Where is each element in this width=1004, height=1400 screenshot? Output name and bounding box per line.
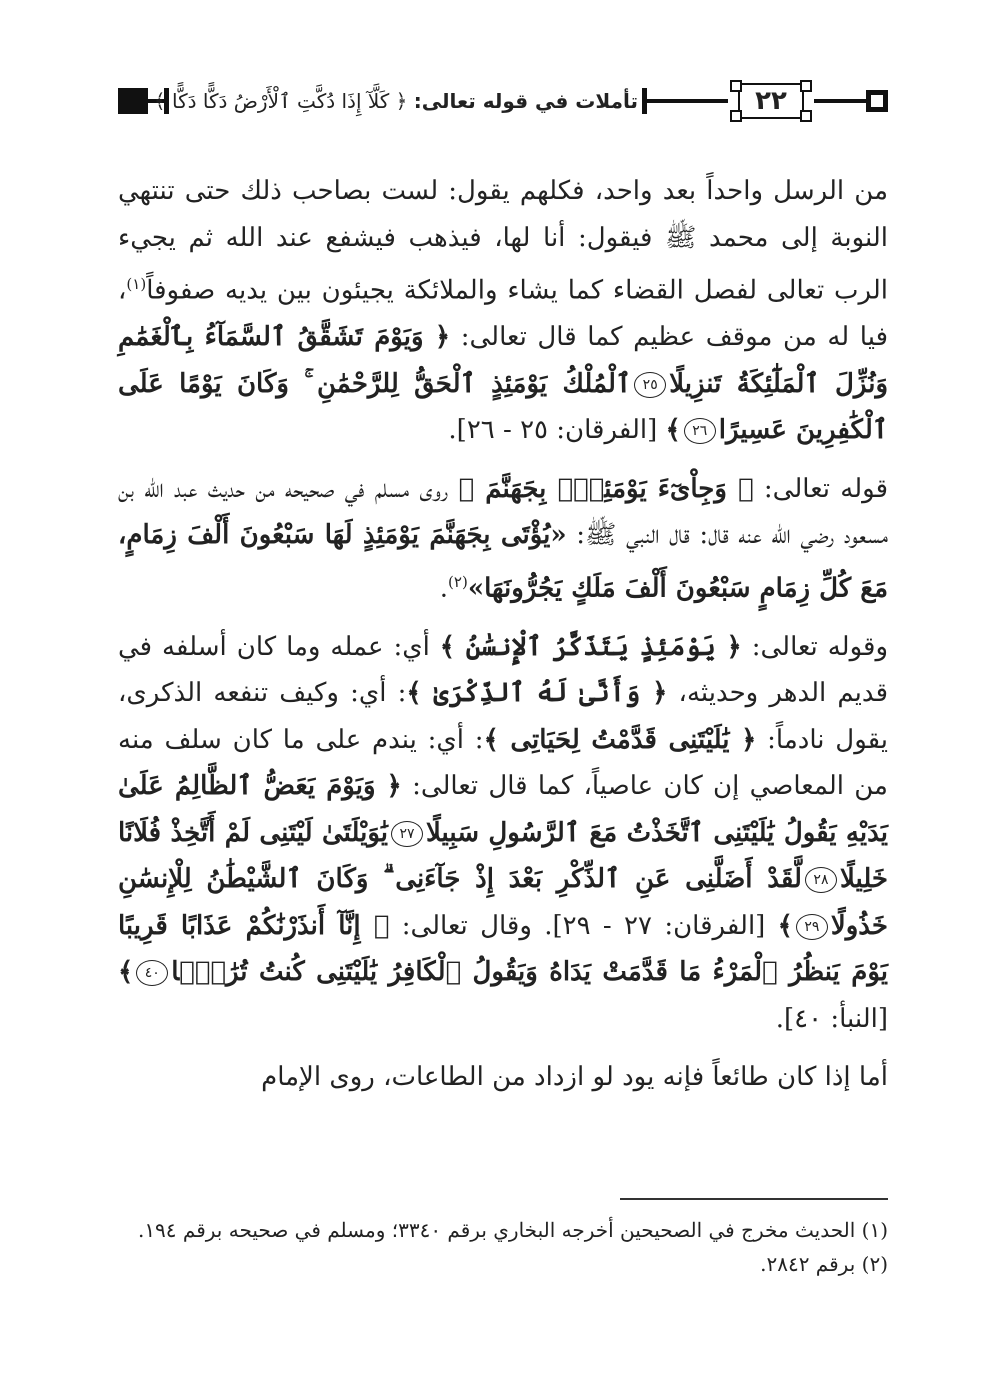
ayah-number-marker: ٢٧ (391, 821, 423, 847)
quran-verse: ﴿ وَأَنَّىٰ لَهُ ٱلذِّكْرَىٰ ﴾ (406, 678, 668, 709)
paragraph-4: أما إذا كان طائعاً فإنه يود لو ازداد من الطاعات، روى الإمام (261, 1062, 888, 1093)
main-text (118, 168, 888, 1113)
running-title (153, 83, 638, 119)
header-rule (814, 99, 870, 103)
ayah-number-marker: ٢٩ (796, 914, 828, 940)
verse-reference: [النبأ: ٤٠]. (775, 1003, 888, 1034)
footnote-1: (١) الحديث مخرج في الصحيحين أخرجه البخاري برقم ٣٣٤٠؛ ومسلم في صحيحه برقم ١٩٤. (137, 1218, 888, 1242)
paragraph-1 (118, 168, 888, 454)
text-run: من الرسل واحداً بعد واحد، فكلهم يقول: لست بصاحب ذلك حتى تنتهي النوبة إلى محمد ﷺ فيقول: أنا لها، فيذهب فيشفع عند الله ثم يجيء الرب تعالى لفصل القضاء كما يشاء والملائكة يجيئون بين يديه صفوفاً (118, 176, 889, 306)
header-rule (646, 99, 728, 103)
text-run: ، فيا له من موقف عظيم كما قال تعالى: (118, 275, 888, 353)
quran-verse: ﴿ يَٰلَيْتَنِى قَدَّمْتُ لِحَيَاتِى ﴾ (483, 724, 757, 755)
paragraph-2 (118, 466, 888, 612)
text-run: : أي: وكيف تنفعه الذكرى، يقول نادماً: (118, 678, 889, 755)
running-title-prefix: تأملات في قوله تعالى: (413, 89, 638, 113)
page-number: ٢٢ (755, 86, 787, 116)
text-run: : أي: يندم على ما كان سلف منه من المعاصي إن كان عاصياً، كما قال تعالى: (118, 724, 888, 802)
footnote-ref-1[interactable]: (١) (126, 275, 147, 293)
header-ornament-right (866, 90, 888, 112)
footnote-ref-2[interactable]: (٢) (448, 572, 468, 591)
ayah-number-marker: ٢٥ (634, 372, 666, 398)
quran-verse: ﴿ وَيَوْمَ تَشَقَّقُ ٱلسَّمَآءُ بِٱلْغَمَٰمِ وَنُزِّلَ ٱلْمَلَٰٓئِكَةُ تَنزِيلًا٢٥ٱلْمُلْكُ يَوْمَئِذٍ ٱلْحَقُّ لِلرَّحْمَٰنِ ۚ وَكَانَ يَوْمًا عَلَى ٱلْكَٰفِرِينَ عَسِيرًا٢٦﴾ (118, 322, 889, 446)
ayah-number-marker: ٢٦ (684, 418, 716, 444)
quran-verse: ﴿ وَجِاْىٓءَ يَوْمَئِذٍۭ بِجَهَنَّمَ ﴾ (458, 473, 754, 504)
quran-verse: ﴿ وَيَوْمَ يَعَضُّ ٱلظَّالِمُ عَلَىٰ يَدَيْهِ يَقُولُ يَٰلَيْتَنِى ٱتَّخَذْتُ مَعَ ٱلرَّسُولِ سَبِيلًا٢٧يَٰوَيْلَتَىٰ لَيْتَنِى لَمْ أَتَّخِذْ فُلَانًا خَلِيلًا٢٨لَّقَدْ أَضَلَّنِى عَنِ ٱلذِّكْرِ بَعْدَ إِذْ جَآءَنِى ۗ وَكَانَ ٱلشَّيْطَٰنُ لِلْإِنسَٰنِ خَذُولًا٢٩﴾ (118, 771, 888, 941)
text-run: أي: عمله وما كان أسلفه في قديم الدهر وحديثه، (118, 631, 888, 709)
text-run: قوله تعالى: (763, 473, 888, 504)
footnotes (118, 1214, 888, 1282)
verse-reference: [الفرقان: ٢٥ - ٢٦]. (448, 415, 658, 446)
paragraph-3 (118, 624, 888, 1043)
footnote-2: (٢) برقم ٢٨٤٢. (760, 1252, 888, 1276)
header-ornament-left (118, 88, 148, 114)
verse-reference: [الفرقان: ٢٧ - ٢٩]. وقال تعالى: (401, 910, 766, 941)
running-title-verse: ﴿ كَلَّآ إِذَا دُكَّتِ ٱلْأَرْضُ دَكًّا دَكًّا ﴾ (153, 89, 408, 113)
footnote-separator (620, 1198, 888, 1200)
text-run: وقوله تعالى: (751, 631, 889, 662)
page-header (118, 80, 888, 136)
text-run: روى مسلم في صحيحه من حديث عبد الله بن مسعود رضي الله عنه قال: قال النبي ﷺ: (118, 473, 889, 551)
ayah-number-marker: ٢٨ (805, 867, 837, 893)
quran-verse: ﴿ إِنَّآ أَنذَرْنَٰكُمْ عَذَابًا قَرِيبًا يَوْمَ يَنظُرُ ٱلْمَرْءُ مَا قَدَّمَتْ يَدَاهُ وَيَقُولُ ٱلْكَافِرُ يَٰلَيْتَنِى كُنتُ تُرَٰبًۢا٤٠﴾ (118, 910, 888, 988)
page-number-frame (728, 80, 814, 122)
hadith-quote: «يُؤْتَى بِجَهَنَّمَ يَوْمَئِذٍ لَهَا سَبْعُونَ أَلْفَ زِمَامٍ، مَعَ كُلِّ زِمَامٍ سَبْعُونَ أَلْفَ مَلَكٍ يَجُرُّونَهَا» (118, 520, 888, 604)
ayah-number-marker: ٤٠ (136, 960, 168, 986)
text-run: . (439, 573, 449, 604)
quran-verse: ﴿ يَوْمَئِذٍ يَتَذَكَّرُ ٱلْإِنسَٰنُ ﴾ (439, 631, 742, 662)
